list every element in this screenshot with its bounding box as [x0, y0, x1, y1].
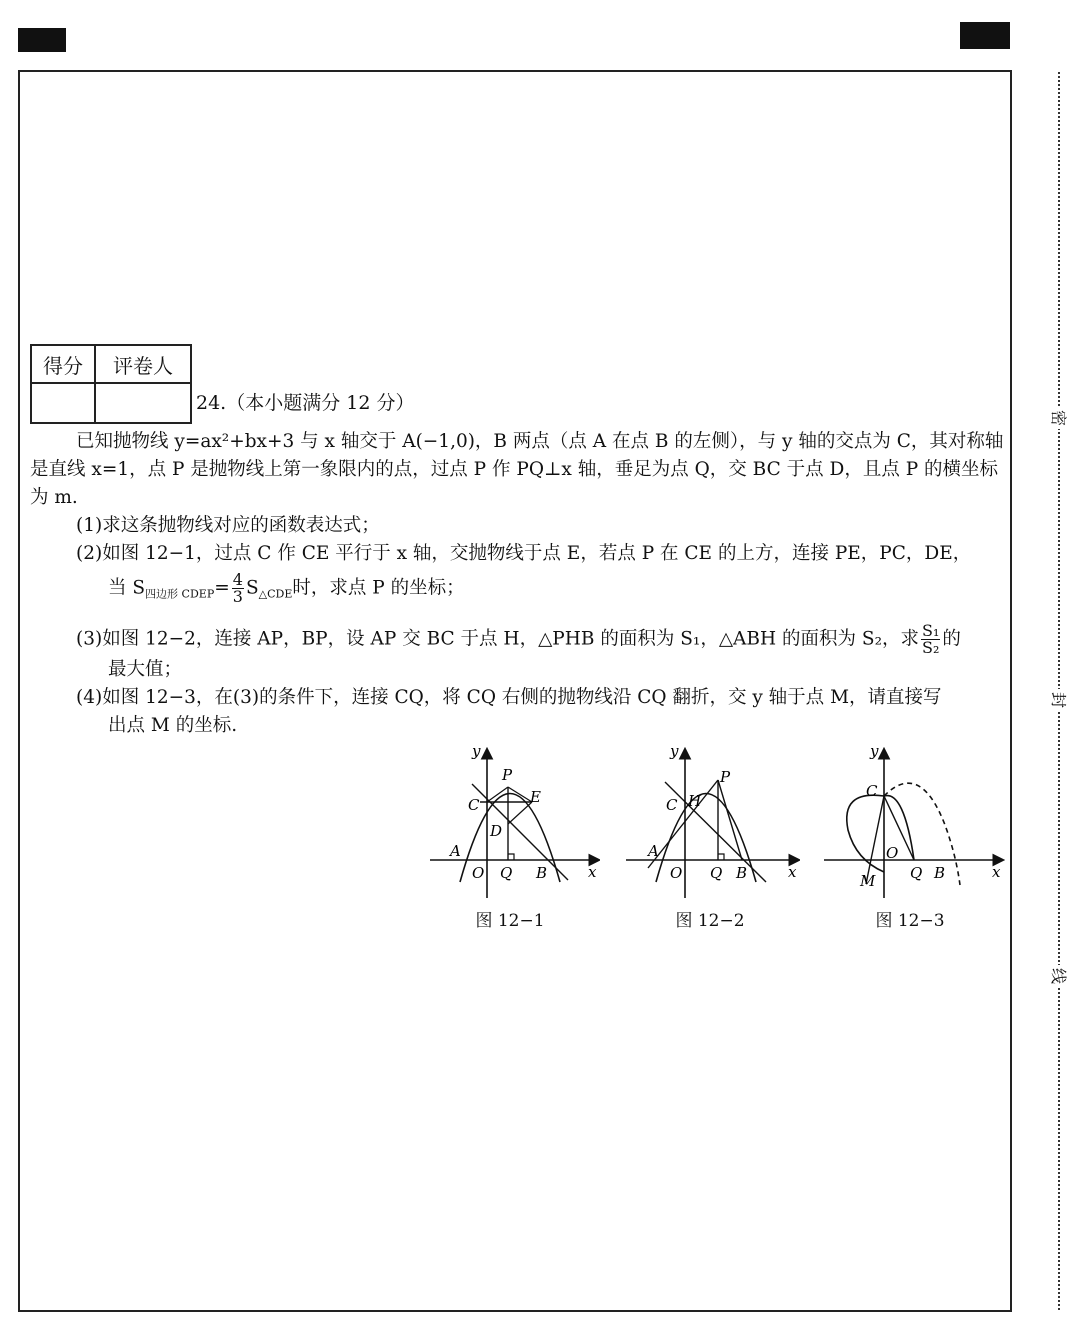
label-m: M	[860, 872, 876, 890]
part-2b-sub2: △CDE	[258, 587, 293, 601]
score-table	[30, 344, 192, 424]
line-pe	[508, 787, 532, 802]
label-d: D	[490, 822, 503, 840]
label-a: A	[450, 842, 461, 860]
part-2b-eq: =	[214, 577, 230, 599]
question-stem: 已知抛物线 y=ax²+bx+3 与 x 轴交于 A(−1,0)，B 两点（点 A 在点 B 的左侧），与 y 轴的交点为 C，其对称轴是直线 x=1，点 P 是抛物线上第一象限内的点，过点 P 作 PQ⊥x 轴，垂足为点 Q，交 BC 于点 D，且点 P 的横坐标为 m.	[30, 431, 1004, 508]
fraction-s1-s2	[921, 620, 940, 657]
line-de	[508, 802, 532, 824]
label-q: Q	[500, 864, 513, 882]
label-b: B	[736, 864, 748, 882]
figure-12-3-diagram	[820, 740, 1005, 905]
part-4a: (4)如图 12−3，在(3)的条件下，连接 CQ，将 CQ 右侧的抛物线沿 CQ 翻折，交 y 轴于点 M，请直接写	[76, 686, 942, 708]
figure-12-3	[820, 740, 1000, 940]
figure-12-1	[420, 740, 600, 940]
label-x: x	[992, 863, 1001, 881]
label-c: C	[666, 796, 678, 814]
label-c: C	[468, 796, 480, 814]
label-b: B	[536, 864, 548, 882]
line-bp	[718, 780, 742, 860]
label-p: P	[720, 768, 731, 786]
part-2b	[30, 572, 1005, 609]
part-3a-pre: (3)如图 12−2，连接 AP，BP，设 AP 交 BC 于点 H，△PHB 的面积为 S₁，△ABH 的面积为 S₂，求	[76, 628, 919, 649]
score-cell[interactable]	[31, 383, 95, 423]
label-q: Q	[910, 864, 923, 882]
label-y: y	[670, 742, 679, 760]
caption-12-3: 图 12−3	[875, 911, 945, 931]
figure-12-2-diagram	[620, 740, 800, 905]
label-p: P	[502, 766, 513, 784]
right-angle-mark	[718, 854, 724, 860]
label-h: H	[688, 792, 702, 810]
caption-12-1: 图 12−1	[475, 911, 545, 931]
part-2a: (2)如图 12−1，过点 C 作 CE 平行于 x 轴，交抛物线于点 E，若点 P 在 CE 的上方，连接 PE，PC，DE，	[76, 543, 972, 564]
label-o: O	[670, 864, 683, 882]
part-3a	[30, 620, 1005, 657]
right-angle-mark	[508, 854, 514, 860]
binding-char-xian: 线	[1048, 965, 1068, 987]
label-y: y	[870, 742, 879, 760]
grader-cell[interactable]	[95, 383, 191, 423]
figure-12-1-diagram	[420, 740, 600, 905]
label-q: Q	[710, 864, 723, 882]
label-b: B	[934, 864, 946, 882]
label-o: O	[886, 844, 899, 862]
part-2b-pre: 当 S	[108, 577, 146, 599]
score-header: 得分	[31, 345, 95, 383]
label-a: A	[648, 842, 659, 860]
part-4b: 出点 M 的坐标.	[108, 714, 238, 736]
part-2b-sub: 四边形 CDEP	[145, 587, 215, 601]
fraction-num: 4	[232, 570, 243, 589]
label-c: C	[866, 782, 878, 800]
binding-char-mi: 密	[1048, 407, 1068, 429]
figures	[420, 740, 1010, 940]
label-x: x	[588, 863, 597, 881]
part-3a-post: 的	[942, 628, 961, 649]
registration-mark-right	[960, 22, 1010, 49]
fraction-4-3	[232, 572, 244, 605]
label-y: y	[472, 742, 481, 760]
part-2b-post: 时，求点 P 的坐标；	[292, 577, 465, 599]
part-2b-s: S	[245, 577, 259, 599]
label-x: x	[788, 863, 797, 881]
grader-header: 评卷人	[95, 345, 191, 383]
part-3b: 最大值；	[108, 658, 183, 680]
label-o: O	[472, 864, 485, 882]
fraction-s2: S₂	[922, 637, 940, 657]
part-1: (1)求这条抛物线对应的函数表达式；	[76, 515, 380, 536]
label-e: E	[530, 788, 541, 806]
binding-char-feng: 封	[1048, 689, 1068, 711]
question-body	[30, 428, 1005, 740]
figure-12-2	[620, 740, 800, 940]
fraction-s1: S₁	[922, 620, 940, 640]
registration-mark-left	[18, 28, 66, 52]
fraction-den: 3	[232, 587, 243, 606]
question-heading: 24.（本小题满分 12 分）	[196, 392, 415, 414]
caption-12-2: 图 12−2	[675, 911, 745, 931]
